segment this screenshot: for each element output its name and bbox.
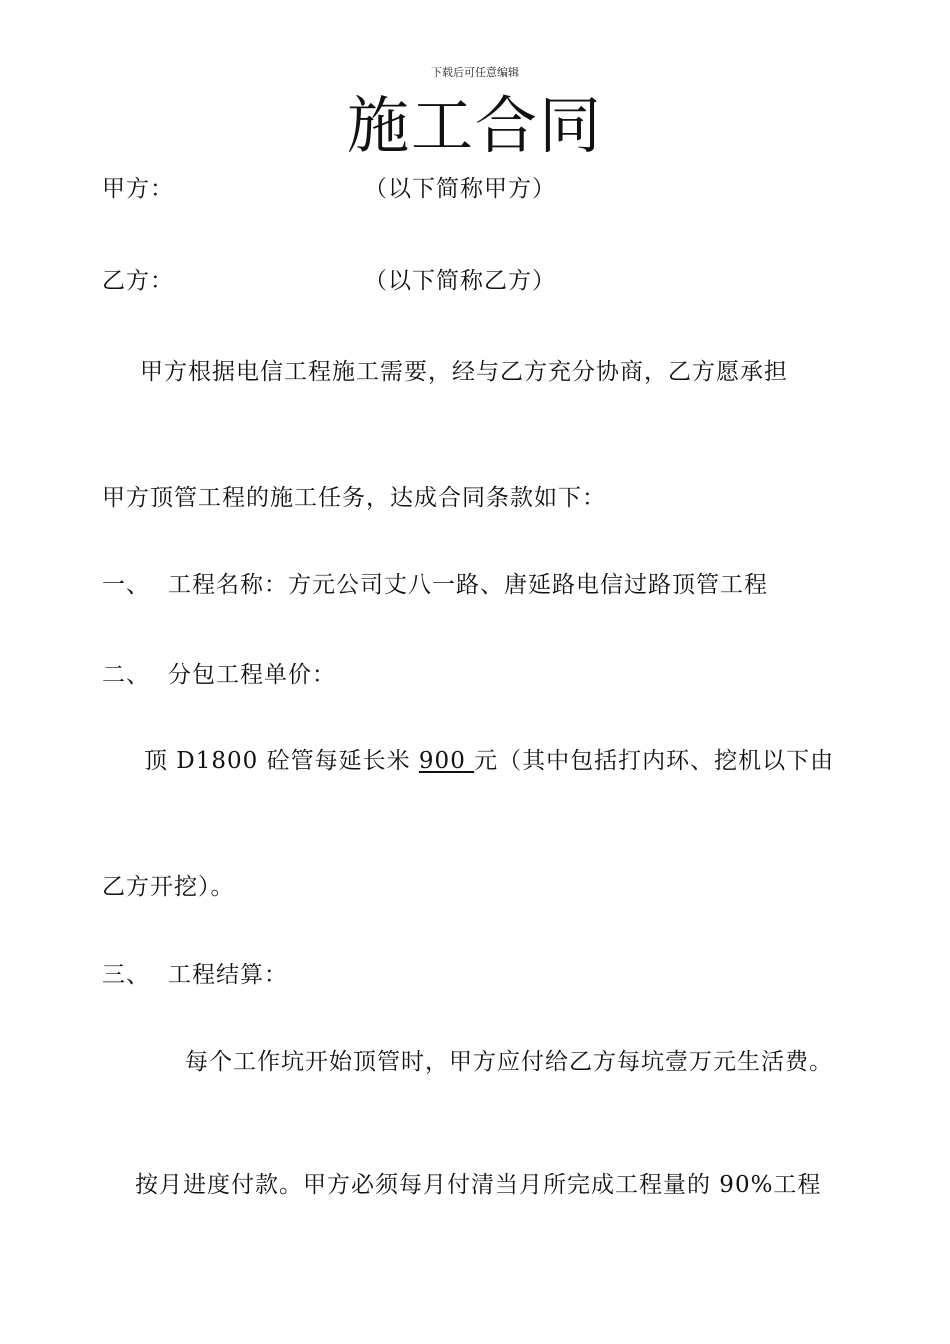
settlement-line-1: 每个工作坑开始顶管时，甲方应付给乙方每坑壹万元生活费。 <box>185 1049 833 1075</box>
price-pre: 顶 D1800 砼管每延长米 <box>144 748 419 774</box>
section-2 <box>102 660 336 690</box>
section-3-text: 工程结算： <box>168 962 288 988</box>
party-b-label: 乙方： <box>102 268 174 294</box>
intro-line-2: 甲方顶管工程的施工任务，达成合同条款如下： <box>102 485 606 511</box>
party-b-note: （以下简称乙方） <box>364 268 556 294</box>
price-amount: 900 <box>418 748 475 774</box>
price-post: 元（其中包括打内环、挖机以下由 <box>474 748 835 774</box>
section-1-text: 工程名称：方元公司丈八一路、唐延路电信过路顶管工程 <box>168 572 768 598</box>
page-title: 施工合同 <box>346 89 603 162</box>
header-note: 下载后可任意编辑 <box>431 66 519 79</box>
party-a-label: 甲方： <box>102 176 174 202</box>
settlement-line-2: 按月进度付款。甲方必须每月付清当月所完成工程量的 90%工程 <box>135 1172 822 1198</box>
section-3 <box>102 960 288 990</box>
intro-line-1: 甲方根据电信工程施工需要，经与乙方充分协商，乙方愿承担 <box>140 359 788 385</box>
party-a-note: （以下简称甲方） <box>364 176 556 202</box>
section-1-marker: 一、 <box>102 572 150 598</box>
section-1 <box>102 570 768 600</box>
section-2-text: 分包工程单价： <box>168 662 336 688</box>
section-2-marker: 二、 <box>102 662 150 688</box>
section-3-marker: 三、 <box>102 962 150 988</box>
price-line-1 <box>144 746 834 776</box>
price-line-2: 乙方开挖）。 <box>102 874 235 900</box>
